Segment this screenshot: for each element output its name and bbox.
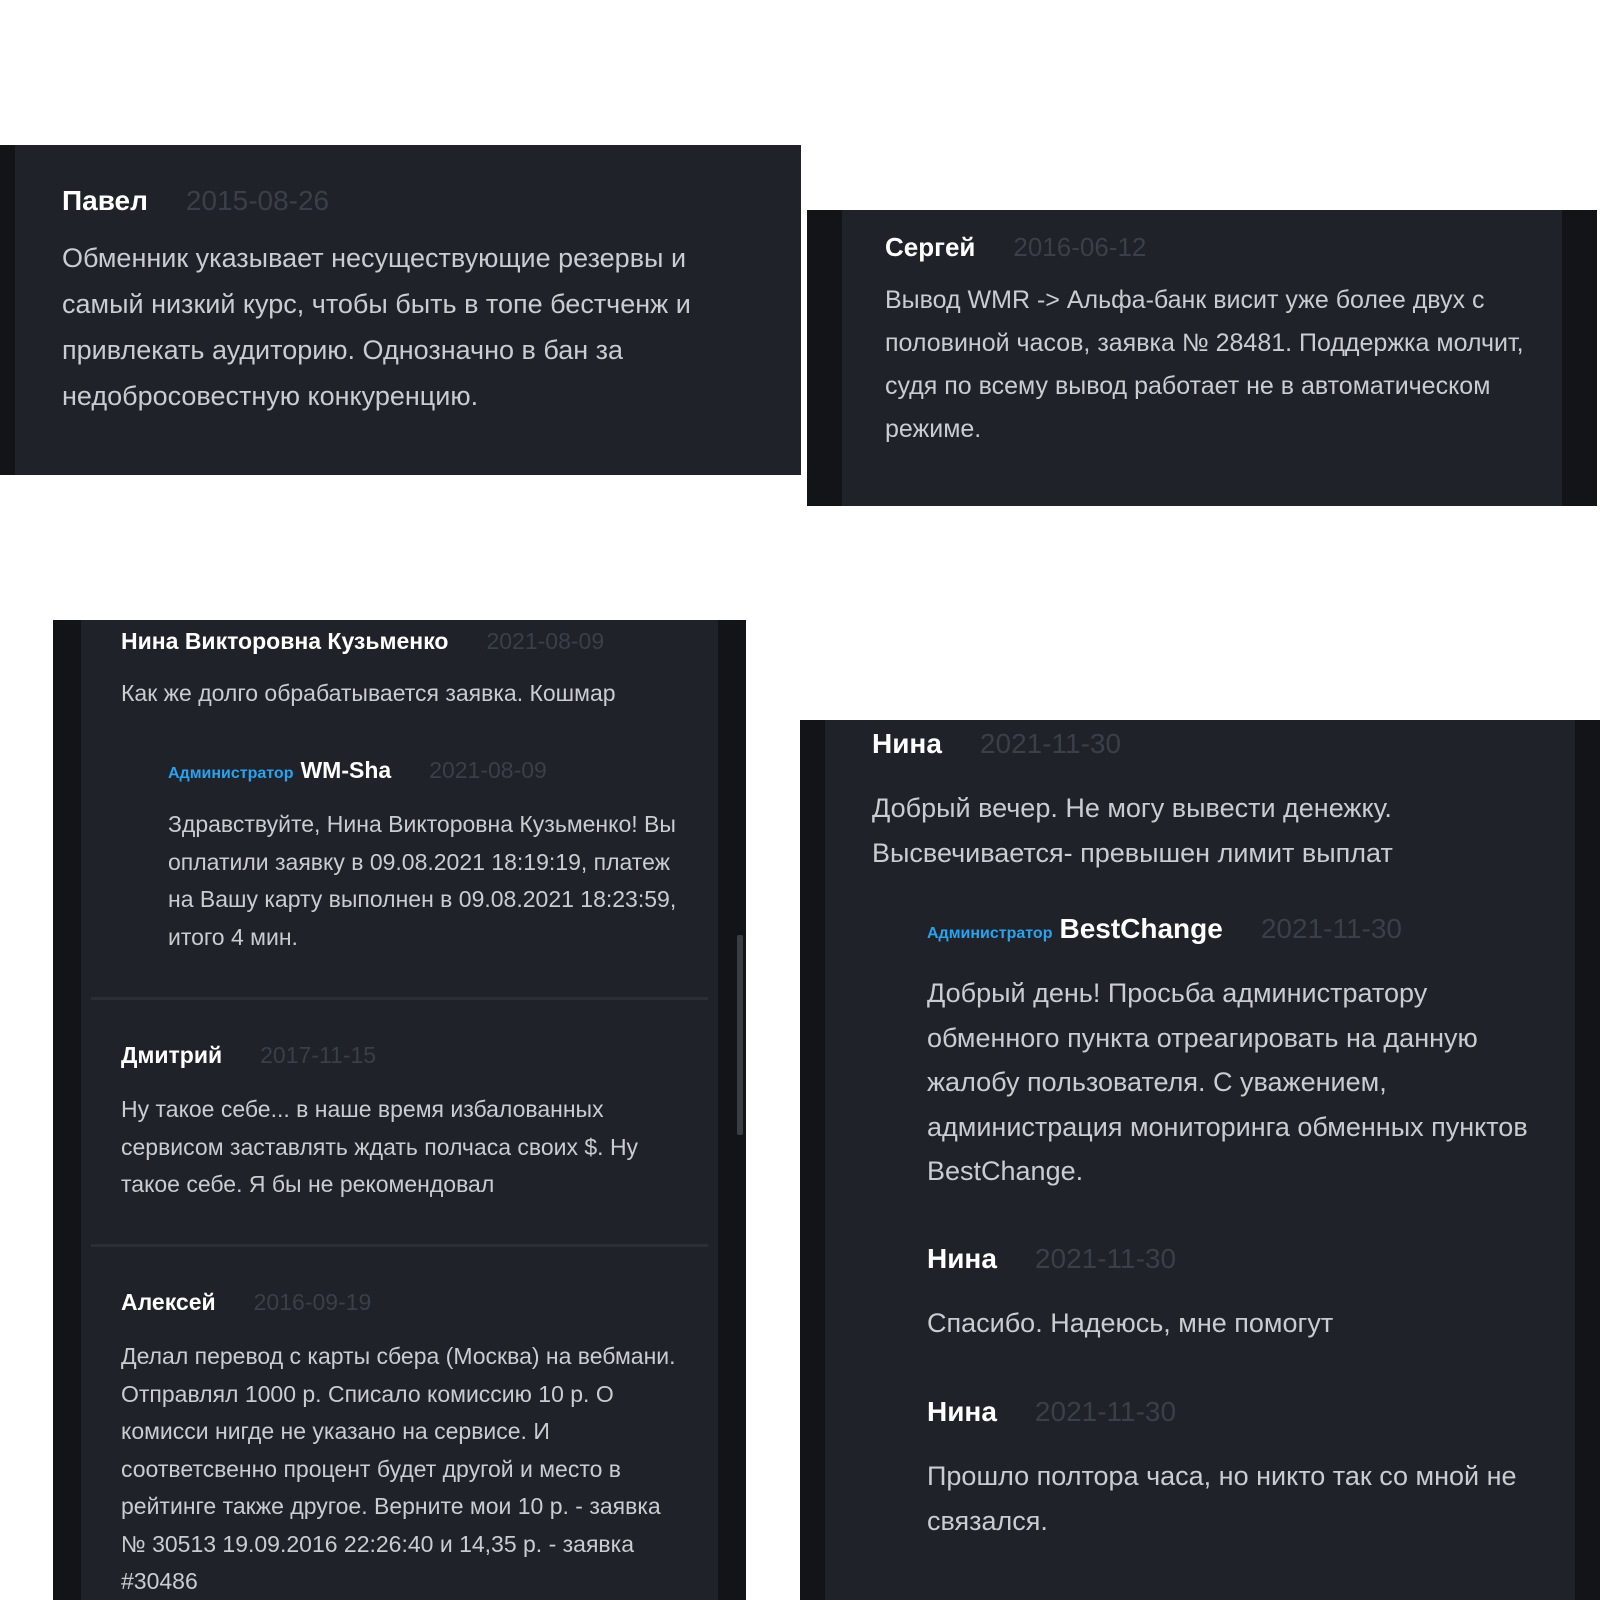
comment-item xyxy=(872,728,1552,875)
comment-item xyxy=(62,185,752,419)
panel-side-bar xyxy=(1575,720,1600,1600)
panel-side-bar xyxy=(807,210,842,506)
comment-text: Как же долго обрабатывается заявка. Кошмар xyxy=(121,680,616,706)
comment-header xyxy=(927,913,1547,945)
comment-feed-right xyxy=(800,720,1600,1600)
panel-side-bar xyxy=(1562,210,1597,506)
comment-header xyxy=(121,1042,691,1069)
comment-header xyxy=(168,757,688,784)
comment-date: 2021-08-09 xyxy=(429,757,547,783)
comment-author: Нина xyxy=(872,728,942,759)
comment-date: 2021-11-30 xyxy=(1034,1243,1177,1274)
comment-divider xyxy=(91,997,708,1000)
comment-item xyxy=(927,1396,1547,1543)
comment-text: Ну такое себе... в наше время избалованных сервисом заставлять ждать полчаса своих $. Ну такое себе. Я бы не рекомендовал xyxy=(121,1096,639,1197)
comment-header xyxy=(927,1243,1527,1275)
comment-header xyxy=(62,185,752,217)
comment-feed-left[interactable] xyxy=(53,620,746,1600)
comment-panel-pavel xyxy=(0,145,801,475)
admin-reply xyxy=(168,757,688,956)
comment-date: 2016-09-19 xyxy=(253,1289,372,1315)
comment-header xyxy=(121,1289,691,1316)
scrollbar-thumb[interactable] xyxy=(737,935,743,1135)
comment-author: WM-Sha xyxy=(300,757,392,783)
comment-item xyxy=(121,1289,691,1600)
comment-header xyxy=(872,728,1552,760)
comment-text: Обменник указывает несуществующие резервы и самый низкий курс, чтобы быть в топе бестченж и привлекать аудиторию. Однозначно в бан за недобросовестную конкуренцию. xyxy=(62,243,691,411)
comment-text: Добрый вечер. Не могу вывести денежку. Высвечивается- превышен лимит выплат xyxy=(872,793,1393,868)
comment-item xyxy=(121,1042,691,1204)
comment-author: BestChange xyxy=(1059,913,1223,944)
comment-text: Делал перевод с карты сбера (Москва) на вебмани. Отправлял 1000 р. Списало комиссию 10 р. О комисси нигде не указано на сервисе. И соответсвенно процент будет другой и место в рейтинге также другое. Верните мои 10 р. - заявка № 30513 19.09.2016 22:26:40 и 14,35 р. - заявка #30486 xyxy=(121,1343,676,1594)
comment-date: 2021-11-30 xyxy=(1034,1396,1177,1427)
comment-date: 2021-11-30 xyxy=(979,728,1122,759)
comment-date: 2016-06-12 xyxy=(1013,232,1147,262)
comment-date: 2015-08-26 xyxy=(185,185,330,216)
comment-item xyxy=(885,232,1525,451)
comment-date: 2021-11-30 xyxy=(1260,913,1402,944)
comment-text: Вывод WMR -> Альфа-банк висит уже более двух с половиной часов, заявка № 28481. Поддержка молчит, судя по всему вывод работает не в автоматическом режиме. xyxy=(885,286,1524,443)
comment-text: Добрый день! Просьба администратору обменного пункта отреагировать на данную жалобу пользователя. С уважением, администрация мониторинга обменных пунктов BestChange. xyxy=(927,978,1528,1186)
admin-role-label: Администратор xyxy=(927,925,1053,942)
comment-text: Прошло полтора часа, но никто так со мной не связался. xyxy=(927,1461,1517,1536)
comment-item xyxy=(927,1243,1527,1346)
panel-side-bar xyxy=(53,620,81,1600)
comment-text: Спасибо. Надеюсь, мне помогут xyxy=(927,1308,1334,1338)
comment-text: Здравствуйте, Нина Викторовна Кузьменко! Вы оплатили заявку в 09.08.2021 18:19:19, платеж на Вашу карту выполнен в 09.08.2021 18:23:59, итого 4 мин. xyxy=(168,811,677,950)
comment-author: Дмитрий xyxy=(121,1042,223,1068)
comment-header xyxy=(885,232,1525,263)
admin-role-label: Администратор xyxy=(168,765,294,782)
comment-author: Нина Викторовна Кузьменко xyxy=(121,628,449,654)
admin-reply xyxy=(927,913,1547,1194)
comment-date: 2017-11-15 xyxy=(260,1042,377,1068)
comment-panel-sergey xyxy=(807,210,1597,506)
comment-author: Нина xyxy=(927,1243,997,1274)
comment-author: Нина xyxy=(927,1396,997,1427)
panel-side-bar xyxy=(800,720,825,1600)
comment-header xyxy=(927,1396,1547,1428)
comment-date: 2021-08-09 xyxy=(486,628,605,654)
comment-header xyxy=(121,628,701,655)
comment-divider xyxy=(91,1244,708,1247)
comment-item xyxy=(121,628,701,713)
comment-author: Сергей xyxy=(885,232,976,262)
panel-side-bar xyxy=(0,145,15,475)
comment-author: Павел xyxy=(62,185,148,216)
comment-author: Алексей xyxy=(121,1289,216,1315)
